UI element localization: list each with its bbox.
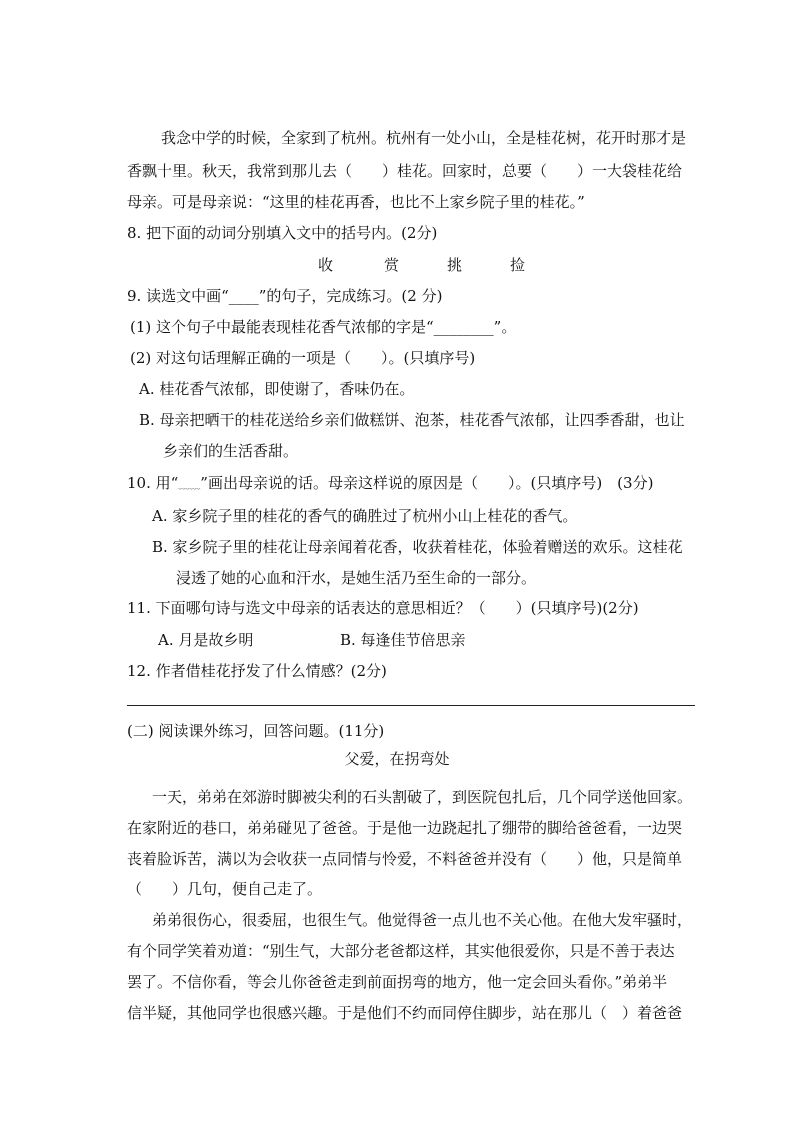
passage-line: 香飘十里。秋天，我常到那儿去（ ）桂花。回家时，总要（ ）一大袋桂花给 bbox=[127, 162, 683, 180]
paragraph-line: 一天，弟弟在郊游时脚被尖利的石头割破了，到医院包扎后，几个同学送他回家。 bbox=[152, 788, 693, 806]
question-9: 9. 读选文中画“____”的句子，完成练习。(2 分) bbox=[127, 287, 443, 305]
wavy-underline-mark: ﹏﹏ bbox=[178, 478, 201, 491]
passage-line: 母亲。可是母亲说：“这里的桂花再香，也比不上家乡院子里的桂花。” bbox=[127, 193, 585, 211]
option-a: A. 家乡院子里的桂花的香气的确胜过了杭州小山上桂花的香气。 bbox=[152, 507, 578, 525]
paragraph-line: 在家附近的巷口，弟弟碰见了爸爸。于是他一边跷起扎了绷带的脚给爸爸看，一边哭 bbox=[127, 819, 683, 837]
question-10-pre: 10. 用“ bbox=[127, 474, 179, 492]
word-option: 赏 bbox=[384, 256, 400, 274]
option-b: B. 每逢佳节倍思亲 bbox=[340, 631, 466, 649]
paragraph-line: 弟弟很伤心，很委屈，也很生气。他觉得爸一点儿也不关心他。在他大发牢骚时， bbox=[152, 911, 693, 929]
paragraph-line: 罢了。不信你看，等会儿你爸爸走到前面拐弯的地方，他一定会回头看你。”弟弟半 bbox=[127, 973, 668, 991]
question-10-post: ”画出母亲说的话。母亲这样说的原因是（ ）。(只填序号) (3分) bbox=[200, 474, 654, 492]
option-b-cont: 浸透了她的心血和汗水，是她生活乃至生命的一部分。 bbox=[176, 569, 537, 587]
question-11: 11. 下面哪句诗与选文中母亲的话表达的意思相近？（ ）(只填序号)(2分) bbox=[127, 599, 639, 617]
section-heading: (二) 阅读课外练习，回答问题。(11分) bbox=[127, 722, 385, 740]
paragraph-line: 信半疑，其他同学也很感兴趣。于是他们不约而同停住脚步，站在那儿（ ）着爸爸 bbox=[127, 1004, 683, 1022]
passage-line: 我念中学的时候，全家到了杭州。杭州有一处小山，全是桂花树，花开时那才是 bbox=[161, 129, 687, 147]
question-9-sub1: (1) 这个句子中最能表现桂花香气浓郁的字是“________”。 bbox=[130, 318, 517, 336]
option-b: B. 家乡院子里的桂花让母亲闻着花香，收获着桂花，体验着赠送的欢乐。这桂花 bbox=[152, 538, 683, 556]
answer-line bbox=[127, 705, 695, 706]
paragraph-line: （ ）几句，便自己走了。 bbox=[127, 880, 323, 898]
question-9-sub2: (2) 对这句话理解正确的一项是（ ）。(只填序号) bbox=[130, 349, 476, 367]
question-8: 8. 把下面的动词分别填入文中的括号内。(2分) bbox=[127, 224, 438, 242]
word-option: 挑 bbox=[447, 256, 463, 274]
question-12: 12. 作者借桂花抒发了什么情感？(2分) bbox=[127, 662, 387, 680]
passage-title: 父爱，在拐弯处 bbox=[344, 750, 450, 768]
word-option: 收 bbox=[318, 256, 334, 274]
paragraph-line: 丧着脸诉苦，满以为会收获一点同情与怜爱，不料爸爸并没有（ ）他，只是简单 bbox=[127, 850, 683, 868]
option-b-cont: 乡亲们的生活香甜。 bbox=[163, 442, 299, 460]
option-a: A. 月是故乡明 bbox=[158, 631, 254, 649]
option-b: B. 母亲把晒干的桂花送给乡亲们做糕饼、泡茶，桂花香气浓郁，让四季香甜，也让 bbox=[139, 411, 685, 429]
option-a: A. 桂花香气浓郁，即使谢了，香味仍在。 bbox=[139, 380, 415, 398]
question-10 bbox=[127, 473, 653, 495]
paragraph-line: 有个同学笑着劝道：“别生气，大部分老爸都这样，其实他很爱你，只是不善于表达 bbox=[127, 942, 675, 960]
word-option: 捡 bbox=[510, 256, 526, 274]
